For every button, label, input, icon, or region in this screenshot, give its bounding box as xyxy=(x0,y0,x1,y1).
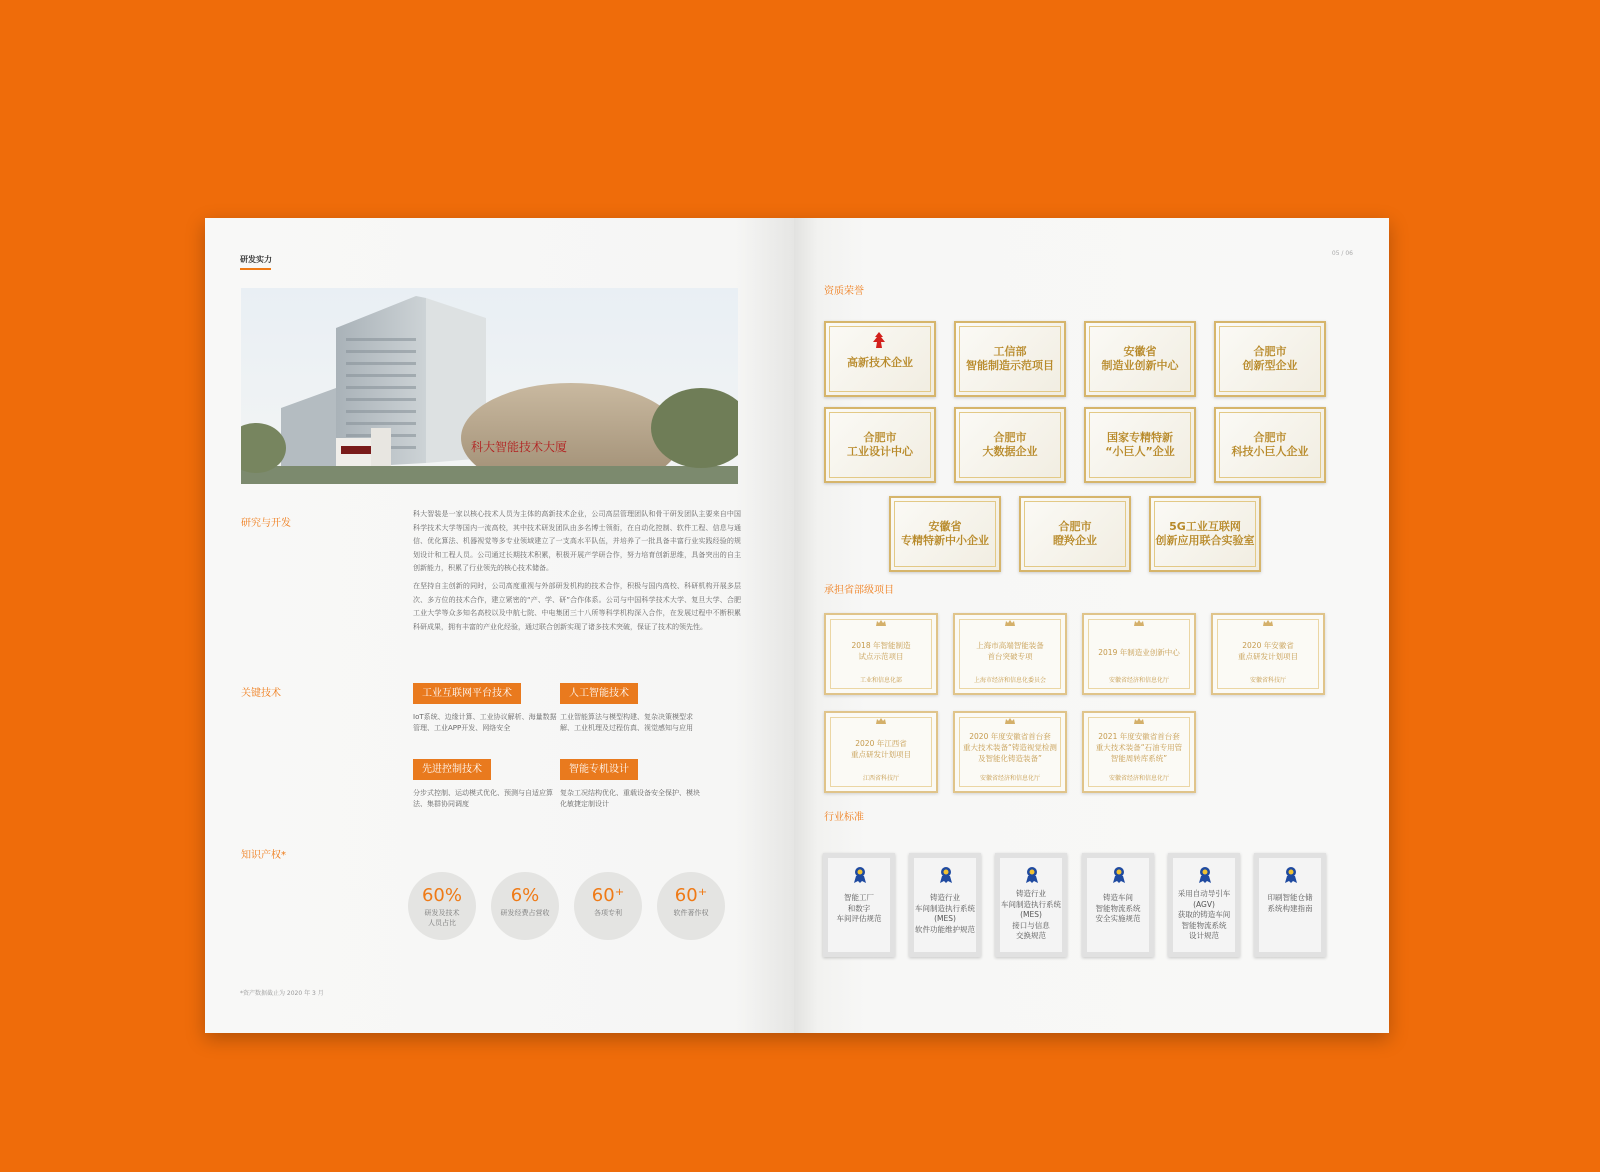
tech-tag-iiot: 工业互联网平台技术 xyxy=(413,683,521,704)
project-plaque-7 xyxy=(1082,711,1196,793)
project-plaque-6-title: 2020 年度安徽省首台套 重大技术装备“铸造视觉检测 及智能化铸造装备” xyxy=(963,732,1057,763)
project-plaque-5-issuer: 江西省科技厅 xyxy=(862,775,899,782)
standard-cert-4 xyxy=(1082,853,1154,957)
standard-cert-5-text: 采用自动导引车 (AGV) 获取的铸造车间 智能物流系统 设计规范 xyxy=(1177,889,1231,940)
building-photo xyxy=(241,288,738,484)
project-plaque-3 xyxy=(1082,613,1196,695)
medal-icon xyxy=(1284,866,1298,884)
project-plaque-3-title: 2019 年制造业创新中心 xyxy=(1098,648,1180,657)
stat-rd-spend xyxy=(491,872,559,940)
honor-cert-5 xyxy=(824,407,936,483)
standard-cert-1 xyxy=(823,853,895,957)
project-plaque-1-title: 2018 年智能制造 试点示范项目 xyxy=(851,641,911,661)
honor-cert-9-text: 安徽省 专精特新中小企业 xyxy=(901,520,989,547)
tech-section-title: 关键技术 xyxy=(241,688,281,699)
high-tech-emblem-icon xyxy=(870,331,888,349)
project-plaque-4 xyxy=(1211,613,1325,695)
project-plaque-2-issuer: 上海市经济和信息化委员会 xyxy=(973,677,1046,684)
footnote: *资产数据截止为 2020 年 3 月 xyxy=(240,990,324,997)
honor-cert-4 xyxy=(1214,321,1326,397)
standard-cert-6-text: 印刷智能仓储 系统构建指南 xyxy=(1267,893,1313,913)
stat-rd-spend-value: 6% xyxy=(510,885,540,906)
stat-rd-spend-label: 研发经费占营收 xyxy=(500,909,550,917)
project-plaque-1-issuer: 工业和信息化部 xyxy=(859,677,902,684)
standard-cert-2 xyxy=(909,853,981,957)
crown-icon xyxy=(1005,620,1015,626)
running-head: 研发实力 xyxy=(240,254,272,265)
standard-cert-3-text: 铸造行业 车间制造执行系统 (MES) 接口与信息 交换规范 xyxy=(1001,889,1061,940)
standard-cert-1-text: 智能工厂 和数字 车间评估规范 xyxy=(836,893,882,923)
standard-cert-2-text: 铸造行业 车间制造执行系统 (MES) 软件功能维护规范 xyxy=(915,893,975,934)
medal-icon xyxy=(1198,866,1212,884)
medal-icon xyxy=(1025,866,1039,884)
standard-cert-5 xyxy=(1168,853,1240,957)
tech-tag-machine: 智能专机设计 xyxy=(560,759,638,780)
tech-desc-iiot: IoT系统、边缘计算、工业协议解析、海量数据管理、工业APP开发、网络安全 xyxy=(413,713,557,732)
standard-cert-3 xyxy=(995,853,1067,957)
honor-cert-3-text: 安徽省 制造业创新中心 xyxy=(1101,345,1179,372)
project-plaque-1 xyxy=(824,613,938,695)
honor-cert-10-text: 合肥市 瞪羚企业 xyxy=(1053,520,1097,547)
stat-patents-value: 60⁺ xyxy=(591,885,625,906)
tech-desc-machine: 复杂工况结构优化、重载设备安全保护、模块化敏捷定制设计 xyxy=(560,789,700,808)
honor-cert-2-text: 工信部 智能制造示范项目 xyxy=(966,345,1054,372)
ip-section-title: 知识产权* xyxy=(241,850,286,861)
honor-cert-4-text: 合肥市 创新型企业 xyxy=(1242,345,1298,372)
honor-cert-1-text: 高新技术企业 xyxy=(847,356,913,369)
project-plaque-2 xyxy=(953,613,1067,695)
stat-software-value: 60⁺ xyxy=(674,885,708,906)
stat-patents-label: 各项专利 xyxy=(594,909,622,917)
honor-cert-2 xyxy=(954,321,1066,397)
project-plaque-6 xyxy=(953,711,1067,793)
project-plaque-2-title: 上海市高端智能装备 首台突破专项 xyxy=(976,641,1044,661)
crown-icon xyxy=(876,620,886,626)
rd-paragraph-2: 在坚持自主创新的同时，公司高度重视与外部研发机构的技术合作，积极与国内高校、科研机构开展多层次、多方位的技术合作，建立紧密的“产、学、研”合作体系。公司与中国科学技术大学、复旦大学、合肥工业大学等众多知名高校以及中航七院、中电集团三十八所等科学机构深入合作，在发展过程中不断积累科研成果，拥有丰富的产业化经验，通过联合创新实现了诸多技术突破，保证了技术的领先性。 xyxy=(413,582,741,631)
tech-tag-control: 先进控制技术 xyxy=(413,759,491,780)
tech-tag-ai: 人工智能技术 xyxy=(560,683,638,704)
medal-icon xyxy=(1112,866,1126,884)
standard-cert-6 xyxy=(1254,853,1326,957)
medal-icon xyxy=(853,866,867,884)
crown-icon xyxy=(1134,620,1144,626)
honor-cert-1 xyxy=(824,321,936,397)
honor-cert-6-text: 合肥市 大数据企业 xyxy=(982,431,1038,458)
running-head-underline xyxy=(240,268,271,270)
tech-desc-ai: 工业智能算法与模型构建、复杂决策模型求解、工业机理及过程仿真、视觉感知与应用 xyxy=(560,713,693,732)
standards-section-title: 行业标准 xyxy=(824,812,864,823)
honor-cert-8-text: 合肥市 科技小巨人企业 xyxy=(1231,431,1309,458)
honor-cert-6 xyxy=(954,407,1066,483)
project-plaque-7-title: 2021 年度安徽省首台套 重大技术装备“石油专用管 智能周转库系统” xyxy=(1095,732,1183,763)
project-plaque-4-title: 2020 年安徽省 重点研发计划项目 xyxy=(1238,641,1298,661)
crown-icon xyxy=(876,718,886,724)
stat-software-label: 软件著作权 xyxy=(673,909,709,917)
honor-cert-7 xyxy=(1084,407,1196,483)
project-plaque-7-issuer: 安徽省经济和信息化厅 xyxy=(1108,775,1169,782)
project-plaque-3-issuer: 安徽省经济和信息化厅 xyxy=(1108,677,1169,684)
honor-cert-9 xyxy=(889,496,1001,572)
honor-cert-5-text: 合肥市 工业设计中心 xyxy=(847,431,913,458)
crown-icon xyxy=(1134,718,1144,724)
project-plaque-5 xyxy=(824,711,938,793)
standard-cert-4-text: 铸造车间 智能物流系统 安全实施规范 xyxy=(1095,893,1141,923)
tech-desc-control: 分步式控制、运动模式优化、预测与自适应算法、集群协同调度 xyxy=(413,789,553,808)
stat-rd-staff-value: 60% xyxy=(421,885,462,906)
medal-icon xyxy=(939,866,953,884)
building-sign-text: 科大智能技术大厦 xyxy=(471,440,568,454)
honor-cert-10 xyxy=(1019,496,1131,572)
honors-section-title: 资质荣誉 xyxy=(824,286,864,297)
rd-paragraph-1: 科大智装是一家以核心技术人员为主体的高新技术企业，公司高层管理团队和骨干研发团队主要来自中国科学技术大学等国内一流高校，其中技术研发团队由多名博士领衔，在自动化控制、软件工程、信息与通信、优化算法、机器视觉等多专业领域建立了一支高水平队伍，并培养了一批具备丰富行业实践经验的规划设计和工程人员。公司通过长期技术积累，积极开展产学研合作，努力培育创新思维，具备突出的自主创新能力，积累了行业领先的核心技术储备。 xyxy=(413,510,741,572)
honor-cert-11 xyxy=(1149,496,1261,572)
honor-cert-3 xyxy=(1084,321,1196,397)
crown-icon xyxy=(1005,718,1015,724)
stat-rd-staff xyxy=(408,872,476,940)
brochure-spread xyxy=(205,218,1389,1033)
stat-rd-staff-label: 研发及技术 人员占比 xyxy=(424,909,460,927)
stat-software xyxy=(657,872,725,940)
left-page xyxy=(205,218,794,1033)
honor-cert-8 xyxy=(1214,407,1326,483)
projects-section-title: 承担省部级项目 xyxy=(824,585,894,596)
right-page xyxy=(794,218,1389,1033)
page-number: 05 / 06 xyxy=(1331,250,1353,257)
honor-cert-7-text: 国家专精特新 “小巨人”企业 xyxy=(1105,431,1175,458)
rd-section-title: 研究与开发 xyxy=(241,518,291,529)
honor-cert-11-text: 5G工业互联网 创新应用联合实验室 xyxy=(1155,520,1255,547)
crown-icon xyxy=(1263,620,1273,626)
project-plaque-6-issuer: 安徽省经济和信息化厅 xyxy=(979,775,1040,782)
project-plaque-4-issuer: 安徽省科技厅 xyxy=(1249,677,1286,684)
stat-patents xyxy=(574,872,642,940)
project-plaque-5-title: 2020 年江西省 重点研发计划项目 xyxy=(851,739,911,759)
